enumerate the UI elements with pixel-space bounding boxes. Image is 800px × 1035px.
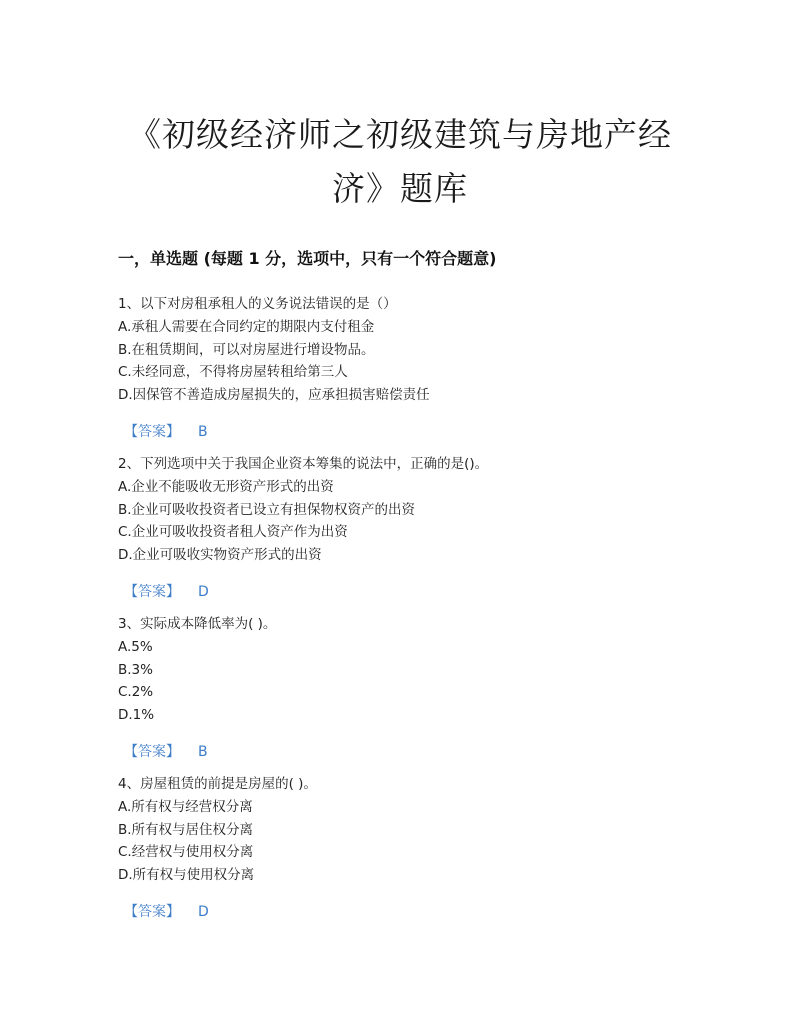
option-c: C.2% [118, 684, 154, 701]
question-4 [118, 773, 718, 923]
option-a: A.所有权与经营权分离 [118, 798, 253, 815]
title-line-2: 济》题库 [332, 169, 468, 208]
question-stem: 3、实际成本降低率为( )。 [118, 615, 277, 632]
question-3 [118, 613, 718, 763]
option-d: D.因保管不善造成房屋损失的，应承担损害赔偿责任 [118, 387, 430, 404]
answer-label: 【答案】 [124, 583, 180, 600]
question-stem: 4、房屋租赁的前提是房屋的( )。 [118, 775, 317, 792]
option-a: A.承租人需要在合同约定的期限内支付租金 [118, 318, 375, 335]
option-d: D.所有权与使用权分离 [118, 867, 255, 884]
option-d: D.企业可吸收实物资产形式的出资 [118, 547, 322, 564]
option-d: D.1% [118, 707, 155, 724]
question-stem: 2、下列选项中关于我国企业资本筹集的说法中，正确的是()。 [118, 455, 489, 472]
question-list [118, 293, 718, 933]
option-c: C.未经同意，不得将房屋转租给第三人 [118, 364, 348, 381]
answer-row [118, 741, 718, 763]
answer-label: 【答案】 [124, 423, 180, 440]
section-heading: 一，单选题 (每题 1 分，选项中，只有一个符合题意) [118, 249, 497, 268]
question-1 [118, 293, 718, 443]
option-b: B.3% [118, 661, 153, 678]
option-b: B.在租赁期间，可以对房屋进行增设物品。 [118, 341, 375, 358]
question-2 [118, 453, 718, 603]
title-line-1: 《初级经济师之初级建筑与房地产经 [128, 115, 672, 154]
answer-value: B [198, 423, 208, 440]
question-stem: 1、以下对房租承租人的义务说法错误的是（） [118, 296, 397, 312]
option-a: A.企业不能吸收无形资产形式的出资 [118, 478, 334, 495]
answer-value: B [198, 743, 208, 760]
answer-label: 【答案】 [124, 743, 180, 760]
answer-value: D [198, 583, 209, 600]
option-a: A.5% [118, 638, 153, 655]
answer-row [118, 901, 718, 923]
answer-value: D [198, 903, 209, 920]
answer-row [118, 581, 718, 603]
answer-label: 【答案】 [124, 903, 180, 920]
document-title [100, 108, 700, 216]
answer-row [118, 421, 718, 443]
option-b: B.企业可吸收投资者已设立有担保物权资产的出资 [118, 501, 416, 518]
option-b: B.所有权与居住权分离 [118, 821, 254, 838]
option-c: C.企业可吸收投资者租人资产作为出资 [118, 524, 348, 541]
option-c: C.经营权与使用权分离 [118, 844, 254, 861]
